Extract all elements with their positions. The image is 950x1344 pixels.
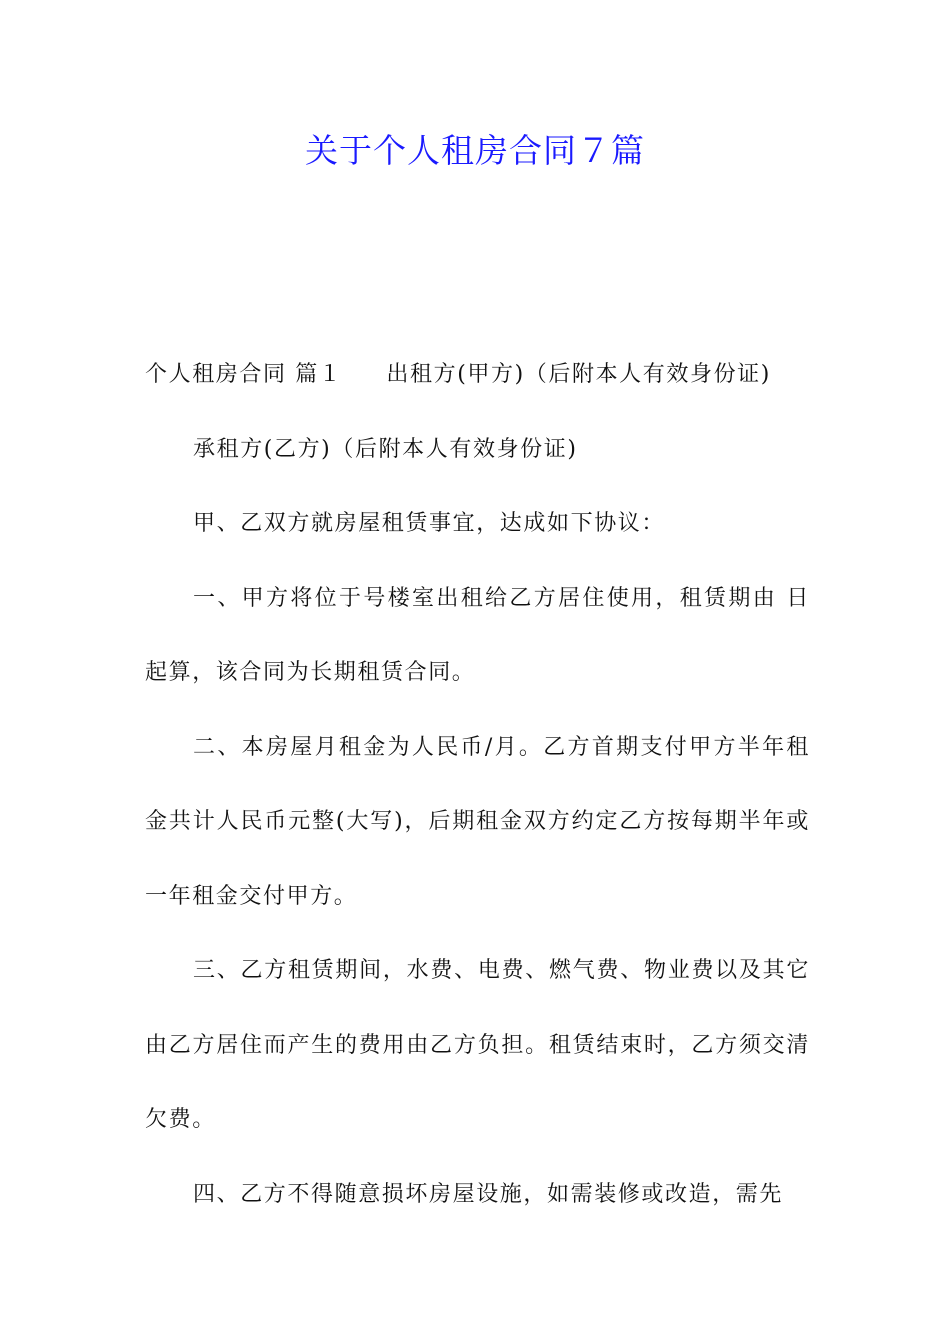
paragraph-agreement: 甲、乙双方就房屋租赁事宜，达成如下协议： [193, 511, 666, 536]
document-title: 关于个人租房合同７篇 [305, 131, 645, 170]
paragraph-lessee: 承租方(乙方)（后附本人有效身份证) [193, 436, 578, 462]
paragraph-clause-4: 四、乙方不得随意损坏房屋设施，如需装修或改造，需先 [193, 1181, 784, 1207]
paragraph-clause-3: 三、乙方租赁期间，水费、电费、燃气费、物业费以及其它由乙方居住而产生的费用由乙方负担。租赁结束时，乙方须交清欠费。 [145, 958, 810, 1132]
lessor-line: 出租方(甲方)（后附本人有效身份证) [386, 362, 771, 387]
section-heading: 个人租房合同 篇１ [145, 362, 343, 387]
document-body [145, 338, 810, 1232]
first-line [145, 338, 810, 413]
paragraph-clause-1: 一、甲方将位于号楼室出租给乙方居住使用，租赁期由 日起算，该合同为长期租赁合同。 [145, 585, 810, 685]
paragraph-clause-2: 二、本房屋月租金为人民币/月。乙方首期支付甲方半年租金共计人民币元整(大写)，后期租金双方约定乙方按每期半年或一年租金交付甲方。 [145, 734, 810, 909]
